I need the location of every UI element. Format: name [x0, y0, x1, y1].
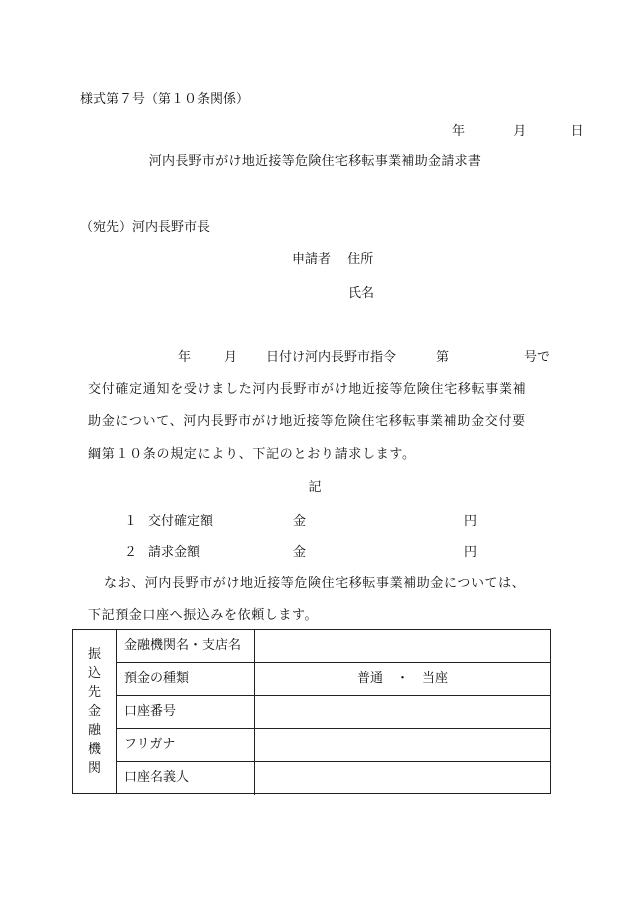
ref-year-label: 年	[178, 350, 192, 365]
account-number-field[interactable]	[255, 696, 550, 728]
bank-side-heading	[73, 630, 117, 793]
yen-label: 円	[464, 545, 478, 560]
bank-account-table	[72, 629, 551, 794]
side-char: 振	[87, 647, 101, 662]
row-label: 金融機関名・支店名	[117, 630, 255, 662]
row-label: フリガナ	[117, 729, 255, 761]
ref-month-label: 月	[224, 350, 238, 365]
applicant-address	[292, 248, 373, 267]
item-label: 請求金額	[148, 545, 201, 560]
side-char: 機	[87, 742, 101, 757]
furigana-row	[117, 729, 550, 762]
account-type-field[interactable]: 普通 ・ 当座	[356, 671, 448, 686]
date-month-label: 月	[513, 124, 527, 139]
yen-label: 円	[464, 514, 478, 529]
date-day-label: 日	[570, 124, 584, 139]
addressee: （宛先）河内長野市長	[80, 220, 211, 235]
item-number: １	[124, 514, 138, 529]
row-label: 口座名義人	[117, 762, 255, 795]
kin-label: 金	[293, 545, 307, 560]
body-text-line: 交付確定通知を受けました河内長野市がけ地近接等危険住宅移転事業補	[88, 382, 527, 397]
row-label: 預金の種類	[117, 663, 255, 695]
transfer-note-line: 下記預金口座へ振込みを依頼します。	[88, 608, 319, 623]
side-char: 金	[87, 704, 101, 719]
row-label: 口座番号	[117, 696, 255, 728]
account-number-row	[117, 696, 550, 729]
bank-name-row	[117, 630, 550, 663]
document-title: 河内長野市がけ地近接等危険住宅移転事業補助金請求書	[148, 154, 482, 169]
account-type-row	[117, 663, 550, 696]
furigana-field[interactable]	[255, 729, 550, 761]
ki-heading: 記	[308, 480, 322, 495]
account-holder-field[interactable]	[255, 762, 550, 795]
ref-day-text: 日付け河内長野市指令	[266, 350, 397, 365]
ref-dai-label: 第	[436, 350, 450, 365]
address-label: 住所	[347, 252, 374, 267]
side-char: 融	[87, 723, 101, 738]
ref-go-label: 号で	[524, 350, 551, 365]
item-label: 交付確定額	[148, 514, 214, 529]
body-text-line: 助金について、河内長野市がけ地近接等危険住宅移転事業補助金交付要	[88, 414, 526, 429]
applicant-name-label: 氏名	[348, 286, 375, 301]
body-text-line: 綱第１０条の規定により、下記のとおり請求します。	[88, 447, 416, 462]
item-number: ２	[124, 545, 138, 560]
kin-label: 金	[293, 514, 307, 529]
side-char: 先	[87, 685, 101, 700]
submission-date	[452, 120, 584, 139]
side-char: 関	[87, 761, 101, 776]
form-number: 様式第７号（第１０条関係）	[80, 92, 250, 107]
side-char: 込	[87, 666, 101, 681]
date-year-label: 年	[452, 124, 466, 139]
applicant-role-label: 申請者	[292, 252, 332, 267]
account-holder-row	[117, 762, 550, 795]
transfer-note-line: なお、河内長野市がけ地近接等危険住宅移転事業補助金については、	[104, 576, 526, 591]
bank-name-field[interactable]	[255, 630, 550, 662]
